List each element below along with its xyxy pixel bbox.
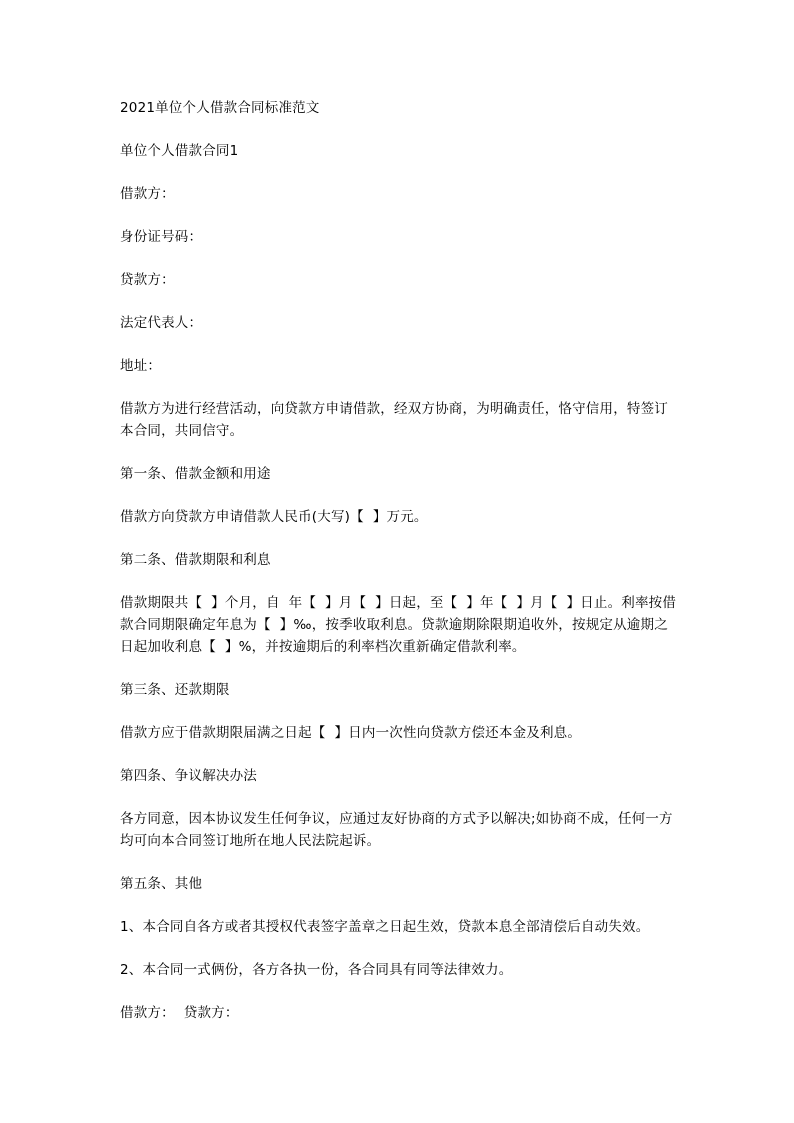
section-5-item-1: 1、本合同自各方或者其授权代表签字盖章之日起生效，贷款本息全部清偿后自动失效。 bbox=[120, 919, 650, 935]
section-4-body: 各方同意，因本协议发生任何争议，应通过友好协商的方式予以解决;如协商不成，任何一方均可向本合同签订地所在地人民法院起诉。 bbox=[120, 811, 673, 849]
intro-paragraph: 借款方为进行经营活动，向贷款方申请借款，经双方协商，为明确责任，恪守信用，特签订本合同，共同信守。 bbox=[120, 401, 668, 439]
borrower-field: 借款方： bbox=[120, 186, 175, 202]
section-2-heading: 第二条、借款期限和利息 bbox=[120, 552, 271, 568]
document-content bbox=[120, 97, 680, 1045]
legal-rep-field: 法定代表人： bbox=[120, 315, 203, 331]
document-title: 2021单位个人借款合同标准范文 bbox=[120, 100, 320, 116]
section-3-heading: 第三条、还款期限 bbox=[120, 682, 230, 698]
section-3-body: 借款方应于借款期限届满之日起【 】日内一次性向贷款方偿还本金及利息。 bbox=[120, 725, 582, 741]
id-number-field: 身份证号码： bbox=[120, 229, 203, 245]
address-field: 地址： bbox=[120, 358, 162, 374]
contract-subtitle: 单位个人借款合同1 bbox=[120, 143, 239, 159]
section-4-heading: 第四条、争议解决办法 bbox=[120, 768, 257, 784]
lender-field: 贷款方： bbox=[120, 272, 175, 288]
section-1-body: 借款方向贷款方申请借款人民币(大写)【 】万元。 bbox=[120, 509, 428, 525]
section-5-heading: 第五条、其他 bbox=[120, 876, 203, 892]
signature-line: 借款方： 贷款方： bbox=[120, 1005, 239, 1021]
section-5-item-2: 2、本合同一式俩份，各方各执一份，各合同具有同等法律效力。 bbox=[120, 962, 513, 978]
section-1-heading: 第一条、借款金额和用途 bbox=[120, 466, 271, 482]
section-2-body: 借款期限共【 】个月，自 年【 】月【 】日起，至【 】年【 】月【 】日止。利率按借款合同期限确定年息为【 】‰，按季收取利息。贷款逾期除限期追收外，按规定从逾期之日起加收利息【 】%，并按逾期后的利率档次重新确定借款利率。 bbox=[120, 595, 677, 655]
